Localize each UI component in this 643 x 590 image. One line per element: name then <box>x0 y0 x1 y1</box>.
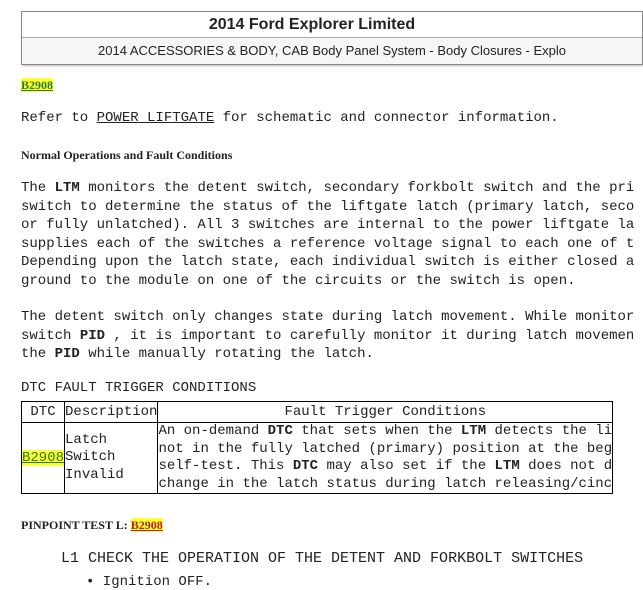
column-header-dtc: DTC <box>22 402 65 423</box>
refer-line <box>21 110 559 126</box>
ltm-abbr: LTM <box>54 180 80 196</box>
document-header <box>21 11 643 65</box>
table-caption: DTC FAULT TRIGGER CONDITIONS <box>21 380 257 396</box>
cell-dtc <box>22 423 65 494</box>
dtc-link[interactable]: B2908 <box>21 78 54 92</box>
paragraph-operations: The LTM monitors the detent switch, secondary forkbolt switch and the pri switch to determine the status of the liftgate latch (primary latch, seco or fully unlatched). All 3 switches are internal to the power liftgate la supplies each of the switches a reference voltage signal to each one of t Depending upon the latch state, each individual switch is either closed a ground to the module on one of the circuits or the switch is open. <box>21 180 635 289</box>
cell-description: Latch Switch Invalid <box>65 423 158 494</box>
pid-abbr: PID <box>54 346 80 362</box>
table-header-row <box>22 402 613 423</box>
step-bullet: • Ignition OFF. <box>86 574 213 590</box>
pinpoint-heading <box>21 518 163 533</box>
step-title: L1 CHECK THE OPERATION OF THE DETENT AND FORKBOLT SWITCHES <box>61 550 584 567</box>
dtc-anchor <box>21 78 53 93</box>
section-heading: Normal Operations and Fault Conditions <box>21 148 233 162</box>
pinpoint-label: PINPOINT TEST L: <box>21 518 131 532</box>
paragraph-detent: The detent switch only changes state during latch movement. While monitor switch PID , it is important to carefully monitor it during latch movemen the PID while manually rotating the latch. <box>21 309 635 362</box>
vehicle-title: 2014 Ford Explorer Limited <box>22 12 642 38</box>
dtc-code-link[interactable]: B2908 <box>22 450 65 466</box>
section-breadcrumb: 2014 ACCESSORIES & BODY, CAB Body Panel System - Body Closures - Explo <box>22 38 642 64</box>
dtc-fault-table <box>21 401 613 494</box>
pinpoint-dtc-link[interactable]: B2908 <box>130 518 163 532</box>
refer-prefix: Refer to <box>21 110 97 126</box>
cell-conditions: An on-demand DTC that sets when the LTM detects the li not in the fully latched (primary) position at the beg self-test. This DTC may also set if the LTM does not d change in the latch status during latch releasing/cinc <box>158 423 613 492</box>
refer-suffix: for schematic and connector information. <box>214 110 559 126</box>
column-header-conditions: Fault Trigger Conditions <box>158 402 613 423</box>
power-liftgate-link[interactable]: POWER LIFTGATE <box>96 110 215 126</box>
pid-abbr: PID <box>79 327 106 344</box>
table-row <box>22 423 613 494</box>
column-header-description: Description <box>65 402 158 423</box>
